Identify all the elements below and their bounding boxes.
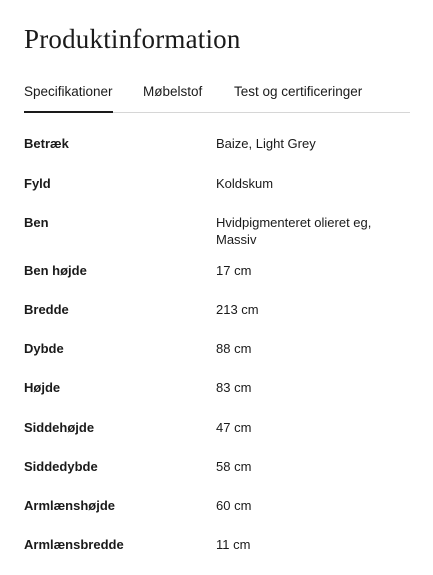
spec-value: Baize, Light Grey — [216, 136, 316, 151]
spec-label: Siddehøjde — [24, 420, 95, 435]
tab-bar — [24, 84, 410, 113]
spec-label: Betræk — [24, 136, 69, 151]
tab-mobelstof[interactable]: Møbelstof — [143, 84, 203, 99]
spec-value: 17 cm — [216, 263, 252, 278]
spec-value: 58 cm — [216, 459, 252, 474]
spec-value: 60 cm — [216, 498, 252, 513]
tab-test-og-certificeringer[interactable]: Test og certificeringer — [234, 84, 363, 99]
spec-label: Bredde — [24, 302, 69, 317]
spec-value: 83 cm — [216, 380, 252, 395]
spec-label: Siddedybde — [24, 459, 98, 474]
page-title: Produktinformation — [24, 24, 241, 54]
spec-value: Koldskum — [216, 176, 274, 191]
spec-label: Ben — [24, 215, 49, 230]
spec-value: 11 cm — [216, 537, 251, 552]
spec-label: Dybde — [24, 341, 64, 356]
spec-value: 88 cm — [216, 341, 252, 356]
spec-label: Armlænsbredde — [24, 537, 124, 552]
tab-specifikationer[interactable]: Specifikationer — [24, 84, 113, 113]
spec-value: Hvidpigmenteret olieret eg, Massiv — [216, 215, 372, 247]
spec-value: 47 cm — [216, 420, 252, 435]
spec-label: Fyld — [24, 176, 51, 191]
spec-label: Armlænshøjde — [24, 498, 116, 513]
spec-value: 213 cm — [216, 302, 259, 317]
spec-label: Højde — [24, 380, 61, 395]
spec-label: Ben højde — [24, 263, 87, 278]
